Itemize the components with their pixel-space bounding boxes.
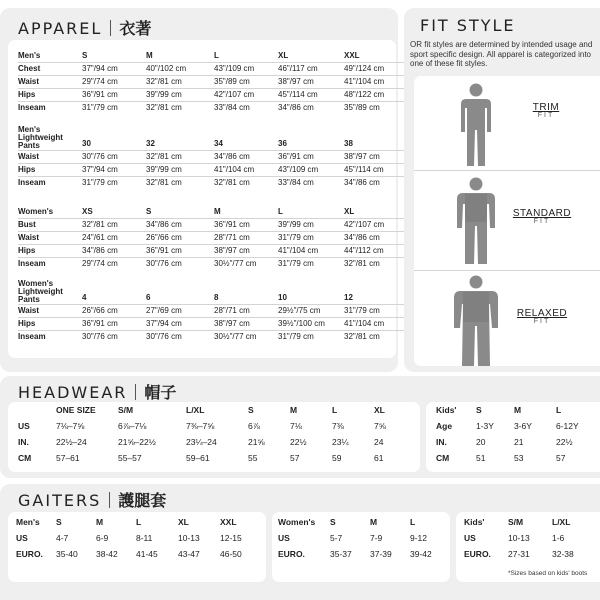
cell: 39½"/100 cm bbox=[278, 318, 344, 331]
cell: 53 bbox=[514, 453, 524, 463]
row-label: US bbox=[16, 533, 28, 543]
fit-standard-label bbox=[502, 208, 582, 225]
cell: 46"/117 cm bbox=[278, 63, 344, 76]
cell: 37-39 bbox=[370, 549, 392, 559]
cell: 28"/71 cm bbox=[214, 305, 278, 318]
cell: 38-42 bbox=[96, 549, 118, 559]
cell: 30½"/77 cm bbox=[214, 331, 278, 344]
cell: 7⅜–7⅝ bbox=[186, 421, 215, 431]
size-header: 38 bbox=[344, 139, 353, 148]
cell: 35-40 bbox=[56, 549, 78, 559]
size-header: XL bbox=[178, 517, 189, 527]
cell: 43-47 bbox=[178, 549, 200, 559]
size-header: S bbox=[330, 517, 336, 527]
apparel-heading bbox=[18, 16, 151, 39]
size-header: M bbox=[514, 405, 522, 415]
size-header: 4 bbox=[82, 293, 87, 302]
size-header: L bbox=[214, 51, 219, 60]
cell: 21 bbox=[514, 437, 524, 447]
cell: 32"/81 cm bbox=[146, 102, 214, 115]
cell: 31"/79 cm bbox=[82, 102, 146, 115]
section-label: Men's Lightweight Pants bbox=[18, 125, 63, 150]
size-header: S bbox=[248, 405, 254, 415]
cell: 39"/99 cm bbox=[146, 164, 214, 177]
cell: 32"/81 cm bbox=[214, 177, 278, 190]
cell: 57–61 bbox=[56, 453, 80, 463]
size-header: 30 bbox=[82, 139, 91, 148]
cell: 20 bbox=[476, 437, 486, 447]
cell: 34"/86 cm bbox=[82, 245, 146, 258]
cell: 41"/104 cm bbox=[344, 76, 404, 89]
cell: 22½–24 bbox=[56, 437, 87, 447]
cell: 42"/107 cm bbox=[214, 89, 278, 102]
cell: 21⅝–22½ bbox=[118, 437, 156, 447]
cell: 55–57 bbox=[118, 453, 142, 463]
fit-name: RELAXED bbox=[516, 308, 568, 319]
cell: 38"/97 cm bbox=[344, 151, 404, 164]
gaiters-title-cjk: 護腿套 bbox=[118, 491, 167, 510]
cell: 3-6Y bbox=[514, 421, 532, 431]
cell: 31"/79 cm bbox=[278, 232, 344, 245]
cell: 34"/86 cm bbox=[344, 177, 404, 190]
cell: 45"/114 cm bbox=[278, 89, 344, 102]
trim-fit-figure-icon bbox=[446, 82, 506, 168]
cell: 30"/76 cm bbox=[146, 331, 214, 344]
size-header: S bbox=[82, 51, 88, 60]
fit-sub: FIT bbox=[533, 318, 551, 325]
size-header: 8 bbox=[214, 293, 219, 302]
cell: 12-15 bbox=[220, 533, 242, 543]
cell: 48"/122 cm bbox=[344, 89, 404, 102]
size-header: M bbox=[146, 51, 153, 60]
row-label: US bbox=[464, 533, 476, 543]
size-header: XL bbox=[278, 51, 289, 60]
size-header: XXL bbox=[220, 517, 237, 527]
kids-label: Kids' bbox=[436, 405, 457, 415]
row-label: Chest bbox=[18, 63, 82, 76]
row-label: CM bbox=[436, 453, 450, 463]
size-header: 12 bbox=[344, 293, 353, 302]
cell: 36"/91 cm bbox=[214, 219, 278, 232]
cell: 33"/84 cm bbox=[278, 177, 344, 190]
size-header: M bbox=[96, 517, 104, 527]
row-label: EURO. bbox=[16, 549, 43, 559]
size-header: L bbox=[278, 207, 283, 216]
cell: 38"/97 cm bbox=[278, 76, 344, 89]
row-label: Inseam bbox=[18, 102, 82, 115]
row-label: IN. bbox=[436, 437, 447, 447]
row-label: Hips bbox=[18, 89, 82, 102]
cell: 6⅞–7⅛ bbox=[118, 421, 147, 431]
size-header: 32 bbox=[146, 139, 155, 148]
cell: 38"/97 cm bbox=[214, 245, 278, 258]
size-header: XL bbox=[344, 207, 355, 216]
row-label: Hips bbox=[18, 318, 82, 331]
cell: 6⅞ bbox=[248, 421, 260, 431]
cell: 7⅛ bbox=[290, 421, 302, 431]
relaxed-fit-figure-icon bbox=[444, 274, 508, 368]
size-header: 6 bbox=[146, 293, 151, 302]
cell: 31"/79 cm bbox=[278, 258, 344, 271]
cell: 51 bbox=[476, 453, 486, 463]
cell: 45"/114 cm bbox=[344, 164, 404, 177]
cell: 30"/76 cm bbox=[146, 258, 214, 271]
size-header: 34 bbox=[214, 139, 223, 148]
gaiters-mens-label: Men's bbox=[16, 517, 40, 527]
row-label: Waist bbox=[18, 232, 82, 245]
row-label: Waist bbox=[18, 76, 82, 89]
cell: 28"/71 cm bbox=[214, 232, 278, 245]
cell: 26"/66 cm bbox=[146, 232, 214, 245]
gaiters-womens-table bbox=[278, 514, 448, 562]
cell: 38"/97 cm bbox=[214, 318, 278, 331]
cell: 42"/107 cm bbox=[344, 219, 404, 232]
cell: 9-12 bbox=[410, 533, 428, 543]
cell: 8-11 bbox=[136, 533, 153, 543]
size-header: S/M bbox=[118, 405, 134, 415]
row-label: IN. bbox=[18, 437, 29, 447]
cell: 29½"/75 cm bbox=[278, 305, 344, 318]
cell: 29"/74 cm bbox=[82, 76, 146, 89]
cell: 27"/69 cm bbox=[146, 305, 214, 318]
size-header: L bbox=[556, 405, 562, 415]
cell: 24 bbox=[374, 437, 384, 447]
cell: 34"/86 cm bbox=[146, 219, 214, 232]
cell: 6-12Y bbox=[556, 421, 579, 431]
fit-sub: FIT bbox=[537, 112, 555, 119]
cell: 10-13 bbox=[178, 533, 200, 543]
cell: 1-3Y bbox=[476, 421, 494, 431]
cell: 40"/102 cm bbox=[146, 63, 214, 76]
row-label: Inseam bbox=[18, 258, 82, 271]
cell: 59 bbox=[332, 453, 342, 463]
size-header: L/XL bbox=[186, 405, 205, 415]
cell: 39-42 bbox=[410, 549, 432, 559]
size-header: 36 bbox=[278, 139, 287, 148]
cell: 37"/94 cm bbox=[82, 63, 146, 76]
cell: 7⅜ bbox=[332, 421, 344, 431]
size-header: XXL bbox=[344, 51, 360, 60]
size-header: M bbox=[370, 517, 378, 527]
cell: 10-13 bbox=[508, 533, 530, 543]
section-label: Women's bbox=[18, 207, 54, 216]
cell: 7⅝ bbox=[374, 421, 386, 431]
size-header: M bbox=[214, 207, 221, 216]
cell: 32"/81 cm bbox=[146, 76, 214, 89]
cell: 30½"/77 cm bbox=[214, 258, 278, 271]
row-label: Hips bbox=[18, 164, 82, 177]
size-header: S bbox=[476, 405, 482, 415]
cell: 34"/86 cm bbox=[344, 232, 404, 245]
gaiters-kids-label: Kids' bbox=[464, 517, 485, 527]
cell: 32"/81 cm bbox=[146, 177, 214, 190]
cell: 36"/91 cm bbox=[82, 318, 146, 331]
cell: 43"/109 cm bbox=[278, 164, 344, 177]
gaiters-womens-label: Women's bbox=[278, 517, 316, 527]
cell: 43"/109 cm bbox=[214, 63, 278, 76]
size-header: S bbox=[146, 207, 152, 216]
size-header: ONE SIZE bbox=[56, 405, 96, 415]
gaiters-heading bbox=[18, 488, 166, 511]
gaiters-kids-note: *Sizes based on kids' boots bbox=[508, 570, 588, 577]
cell: 34"/86 cm bbox=[214, 151, 278, 164]
cell: 35-37 bbox=[330, 549, 352, 559]
cell: 46-50 bbox=[220, 549, 242, 559]
gaiters-mens-table bbox=[16, 514, 262, 562]
cell: 31"/79 cm bbox=[278, 331, 344, 344]
cell: 4-7 bbox=[56, 533, 69, 543]
cell: 44"/112 cm bbox=[344, 245, 404, 258]
gaiters-title: GAITERS bbox=[18, 491, 102, 510]
row-label: Inseam bbox=[18, 177, 82, 190]
cell: 36"/91 cm bbox=[82, 89, 146, 102]
row-label: Hips bbox=[18, 245, 82, 258]
cell: 36"/91 cm bbox=[146, 245, 214, 258]
cell: 33"/84 cm bbox=[214, 102, 278, 115]
cell: 31"/79 cm bbox=[82, 177, 146, 190]
fit-style-title: FIT STYLE bbox=[420, 16, 516, 35]
fit-name: STANDARD bbox=[512, 208, 572, 219]
size-header: L bbox=[136, 517, 142, 527]
row-label: Bust bbox=[18, 219, 82, 232]
cell: 7⅛–7⅝ bbox=[56, 421, 85, 431]
cell: 23¼–24 bbox=[186, 437, 217, 447]
cell: 39"/99 cm bbox=[278, 219, 344, 232]
headwear-title-cjk: 帽子 bbox=[144, 383, 177, 402]
apparel-title: APPAREL bbox=[18, 19, 103, 38]
section-label: Women's Lightweight Pants bbox=[18, 279, 63, 304]
size-header: XL bbox=[374, 405, 385, 415]
cell: 41-45 bbox=[136, 549, 158, 559]
row-label: EURO. bbox=[278, 549, 305, 559]
section-label: Men's bbox=[18, 51, 41, 60]
cell: 41"/104 cm bbox=[344, 318, 404, 331]
cell: 32-38 bbox=[552, 549, 574, 559]
cell: 5-7 bbox=[330, 533, 343, 543]
fit-sub: FIT bbox=[533, 218, 551, 225]
row-label: Age bbox=[436, 421, 453, 431]
cell: 22½ bbox=[556, 437, 573, 447]
standard-fit-figure-icon bbox=[446, 176, 506, 266]
headwear-heading bbox=[18, 380, 176, 403]
fit-name: TRIM bbox=[532, 102, 560, 113]
cell: 32"/81 cm bbox=[344, 258, 404, 271]
cell: 22½ bbox=[290, 437, 307, 447]
cell: 29"/74 cm bbox=[82, 258, 146, 271]
cell: 7-9 bbox=[370, 533, 383, 543]
cell: 35"/89 cm bbox=[214, 76, 278, 89]
cell: 34"/86 cm bbox=[278, 102, 344, 115]
cell: 41"/104 cm bbox=[214, 164, 278, 177]
headwear-adult-table bbox=[18, 402, 418, 466]
fit-divider bbox=[414, 270, 600, 271]
cell: 31"/79 cm bbox=[344, 305, 404, 318]
fit-divider bbox=[414, 170, 600, 171]
fit-trim-label bbox=[506, 102, 586, 119]
cell: 26"/66 cm bbox=[82, 305, 146, 318]
size-header: 10 bbox=[278, 293, 287, 302]
row-label: US bbox=[18, 421, 30, 431]
cell: 6-9 bbox=[96, 533, 109, 543]
cell: 30"/76 cm bbox=[82, 151, 146, 164]
gaiters-kids-table bbox=[464, 514, 596, 562]
row-label: CM bbox=[18, 453, 32, 463]
cell: 37"/94 cm bbox=[146, 318, 214, 331]
size-header: L/XL bbox=[552, 517, 571, 527]
cell: 32"/81 cm bbox=[146, 151, 214, 164]
headwear-kids-table bbox=[436, 402, 596, 466]
cell: 61 bbox=[374, 453, 384, 463]
cell: 57 bbox=[556, 453, 566, 463]
cell: 30"/76 cm bbox=[82, 331, 146, 344]
fit-relaxed-label bbox=[502, 308, 582, 325]
size-header: L bbox=[410, 517, 416, 527]
size-header: XS bbox=[82, 207, 93, 216]
cell: 35"/89 cm bbox=[344, 102, 404, 115]
cell: 32"/81 cm bbox=[344, 331, 404, 344]
row-label: US bbox=[278, 533, 290, 543]
cell: 39"/99 cm bbox=[146, 89, 214, 102]
row-label: Inseam bbox=[18, 331, 82, 344]
fit-style-intro: OR fit styles are determined by intended usage and sport specific design. All apparel is categorized into one of these fit styles. bbox=[410, 40, 593, 68]
headwear-title: HEADWEAR bbox=[18, 383, 128, 402]
cell: 21⅝ bbox=[248, 437, 265, 447]
row-label: EURO. bbox=[464, 549, 491, 559]
cell: 41"/104 cm bbox=[278, 245, 344, 258]
cell: 55 bbox=[248, 453, 258, 463]
cell: 24"/61 cm bbox=[82, 232, 146, 245]
size-header: S bbox=[56, 517, 62, 527]
cell: 49"/124 cm bbox=[344, 63, 404, 76]
cell: 37"/94 cm bbox=[82, 164, 146, 177]
size-header: M bbox=[290, 405, 298, 415]
row-label: Waist bbox=[18, 305, 82, 318]
size-header: S/M bbox=[508, 517, 524, 527]
cell: 57 bbox=[290, 453, 300, 463]
cell: 32"/81 cm bbox=[82, 219, 146, 232]
cell: 59–61 bbox=[186, 453, 210, 463]
cell: 23¼ bbox=[332, 437, 349, 447]
size-header: L bbox=[332, 405, 338, 415]
apparel-title-cjk: 衣著 bbox=[119, 19, 152, 38]
cell: 27-31 bbox=[508, 549, 530, 559]
cell: 36"/91 cm bbox=[278, 151, 344, 164]
cell: 1-6 bbox=[552, 533, 565, 543]
row-label: Waist bbox=[18, 151, 82, 164]
